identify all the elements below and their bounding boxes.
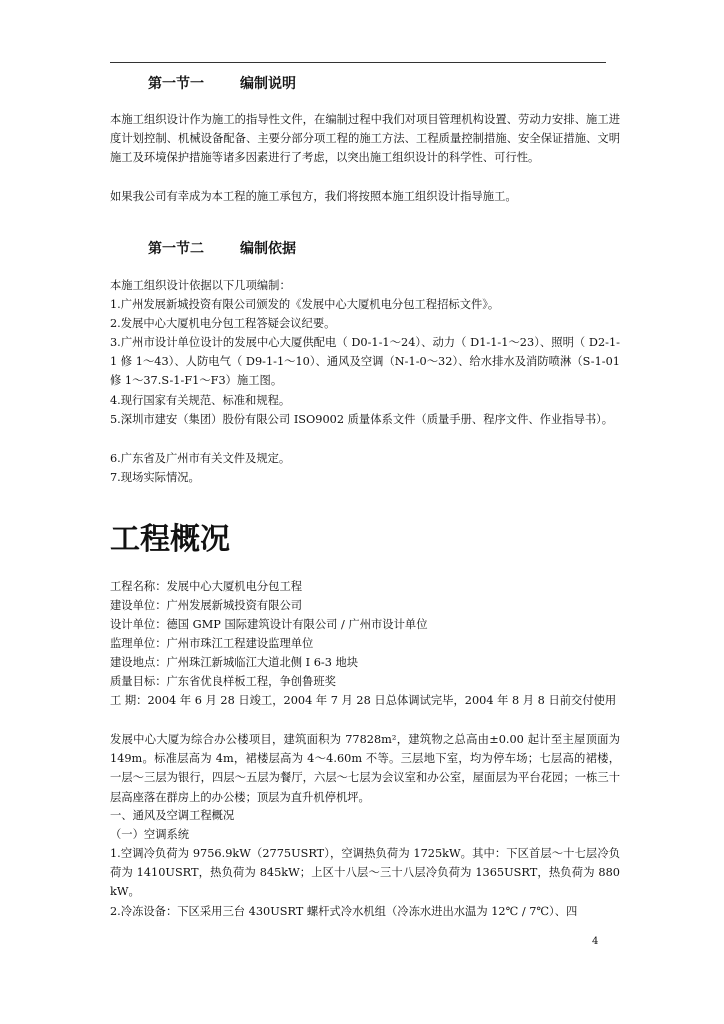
section2-item4: 4.现行国家有关规范、标准和规程。	[110, 394, 291, 407]
section1-title: 编制说明	[240, 76, 296, 92]
section2-item5: 5.深圳市建安（集团）股份有限公司 ISO9002 质量体系文件（质量手册、程序文件、作业指导书）。	[110, 413, 614, 426]
section1-paragraph: 本施工组织设计作为施工的指导性文件，在编制过程中我们对项目管理机构设置、劳动力安排、施工进度计划控制、机械设备配备、主要分部分项工程的施工方法、工程质量控制措施、安全保证措施、文明施工及环境保护措施等诸多因素进行了考虑，以突出施工组织设计的科学性、可行性。	[110, 113, 620, 165]
overview-supervisor: 监理单位：广州市珠江工程建设监理单位	[110, 637, 314, 650]
section1-heading	[148, 76, 296, 92]
section2-intro: 本施工组织设计依据以下几项编制：	[110, 279, 291, 292]
section2-title: 编制依据	[240, 241, 296, 257]
overview-description: 发展中心大厦为综合办公楼项目，建筑面积为 77828m²，建筑物之总高由±0.00 起计至主屋顶面为 149m。标准层高为 4m，裙楼层高为 4～4.60m 不等。三层地下室，均为停车场；七层高的裙楼，一层～三层为银行，四层～五层为餐厅，六层～七层为会议室和办公室，屋面层为平台花园；一栋三十层高座落在群房上的办公楼；顶层为直升机停机坪。	[110, 733, 620, 804]
section2-number: 第一节二	[148, 241, 204, 257]
overview-quality: 质量目标：广东省优良样板工程，争创鲁班奖	[110, 675, 336, 688]
overview-designer: 设计单位：德国 GMP 国际建筑设计有限公司 / 广州市设计单位	[110, 618, 428, 631]
ac-heading: （一）空调系统	[110, 828, 190, 841]
ac-item1: 1.空调冷负荷为 9756.9kW（2775USRT），空调热负荷为 1725kW。其中：下区首层～十七层冷负荷为 1410USRT，热负荷为 845kW；上区十八层～三十八层冷负荷为 1365USRT，热负荷为 880kW。	[110, 847, 620, 899]
overview-builder: 建设单位：广州发展新城投资有限公司	[110, 599, 303, 612]
overview-location: 建设地点：广州珠江新城临江大道北侧 Ⅰ 6-3 地块	[110, 656, 359, 669]
section2-item1: 1.广州发展新城投资有限公司颁发的《发展中心大厦机电分包工程招标文件》。	[110, 298, 500, 311]
section2-item3: 3.广州市设计单位设计的发展中心大厦供配电（ D0-1-1～24）、动力（ D1-1-1～23）、照明（ D2-1-1 修 1～43）、人防电气（ D9-1-1～10）、通风及空调（N-1-0～32）、给水排水及消防喷淋（S-1-01 修 1～37.S-1-F1～F3）施工图。	[110, 336, 620, 388]
overview-title: 工程概况	[110, 522, 230, 557]
section2-item2: 2.发展中心大厦机电分包工程答疑会议纪要。	[110, 317, 336, 330]
ac-item2: 2.冷冻设备：下区采用三台 430USRT 螺杆式冷水机组（冷冻水进出水温为 12℃ / 7℃）、四	[110, 905, 578, 918]
section2-item6: 6.广东省及广州市有关文件及规定。	[110, 452, 291, 465]
section2-heading	[148, 241, 296, 257]
overview-project-name: 工程名称：发展中心大厦机电分包工程	[110, 580, 303, 593]
section2-item7: 7.现场实际情况。	[110, 471, 200, 484]
hvac-heading: 一、通风及空调工程概况	[110, 809, 235, 822]
page-number: 4	[592, 936, 599, 947]
section1-line2: 如果我公司有幸成为本工程的施工承包方，我们将按照本施工组织设计指导施工。	[110, 190, 517, 203]
header-rule	[110, 62, 606, 63]
overview-schedule: 工 期：2004 年 6 月 28 日竣工，2004 年 7 月 28 日总体调试完毕，2004 年 8 月 8 日前交付使用	[110, 694, 617, 707]
section1-number: 第一节一	[148, 76, 204, 92]
